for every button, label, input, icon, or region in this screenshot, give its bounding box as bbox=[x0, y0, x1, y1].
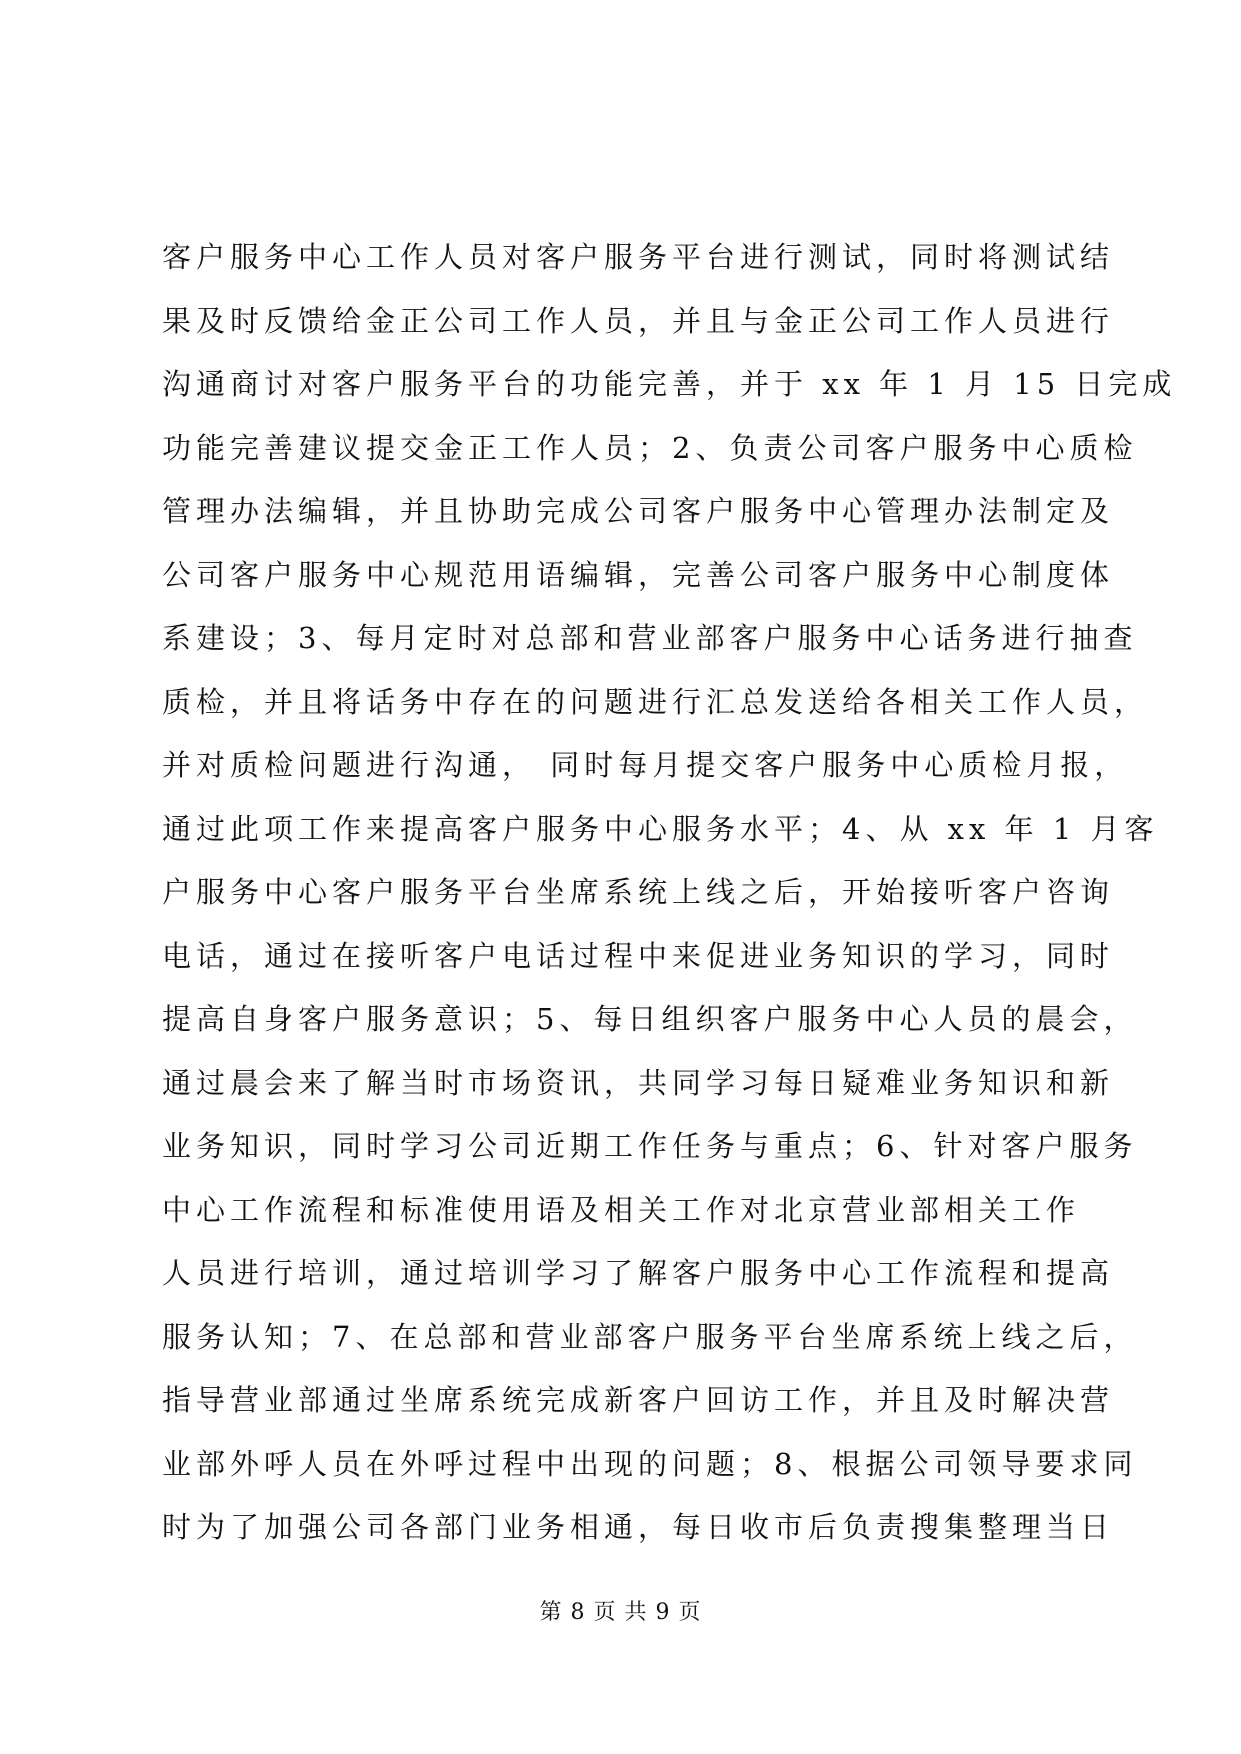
text-line: 通过此项工作来提高客户服务中心服务水平；4、从 xx 年 1 月客 bbox=[162, 811, 1159, 846]
text-line: 指导营业部通过坐席系统完成新客户回访工作，并且及时解决营 bbox=[162, 1383, 1115, 1417]
text-line: 公司客户服务中心规范用语编辑，完善公司客户服务中心制度体 bbox=[162, 557, 1115, 592]
body-paragraph bbox=[162, 226, 1177, 1560]
text-line: 时为了加强公司各部门业务相通，每日收市后负责搜集整理当日 bbox=[162, 1510, 1115, 1544]
page-number-footer: 第 8 页 共 9 页 bbox=[539, 1600, 702, 1625]
text-line: 提高自身客户服务意识；5、每日组织客户服务中心人员的晨会， bbox=[162, 1002, 1138, 1036]
text-line: 电话，通过在接听客户电话过程中来促进业务知识的学习，同时 bbox=[162, 938, 1115, 973]
text-line: 客户服务中心工作人员对客户服务平台进行测试，同时将测试结 bbox=[162, 240, 1115, 274]
text-line: 业务知识，同时学习公司近期工作任务与重点；6、针对客户服务 bbox=[162, 1129, 1138, 1163]
text-line: 服务认知；7、在总部和营业部客户服务平台坐席系统上线之后， bbox=[162, 1319, 1138, 1354]
text-line: 并对质检问题进行沟通， 同时每月提交客户服务中心质检月报， bbox=[162, 748, 1129, 782]
text-line: 管理办法编辑，并且协助完成公司客户服务中心管理办法制定及 bbox=[162, 494, 1115, 528]
text-line: 人员进行培训，通过培训学习了解客户服务中心工作流程和提高 bbox=[162, 1256, 1115, 1290]
text-line: 系建设；3、每月定时对总部和营业部客户服务中心话务进行抽查 bbox=[162, 621, 1138, 655]
text-line: 业部外呼人员在外呼过程中出现的问题；8、根据公司领导要求同 bbox=[162, 1446, 1138, 1481]
text-line: 户服务中心客户服务平台坐席系统上线之后，开始接听客户咨询 bbox=[162, 875, 1115, 909]
text-line: 中心工作流程和标准使用语及相关工作对北京营业部相关工作 bbox=[162, 1192, 1081, 1227]
text-line: 果及时反馈给金正公司工作人员，并且与金正公司工作人员进行 bbox=[162, 303, 1115, 338]
text-line: 功能完善建议提交金正工作人员；2、负责公司客户服务中心质检 bbox=[162, 430, 1138, 465]
text-line: 通过晨会来了解当时市场资讯，共同学习每日疑难业务知识和新 bbox=[162, 1065, 1115, 1100]
text-line: 质检，并且将话务中存在的问题进行汇总发送给各相关工作人员， bbox=[162, 684, 1149, 719]
text-line: 沟通商讨对客户服务平台的功能完善，并于 xx 年 1 月 15 日完成 bbox=[162, 367, 1177, 401]
